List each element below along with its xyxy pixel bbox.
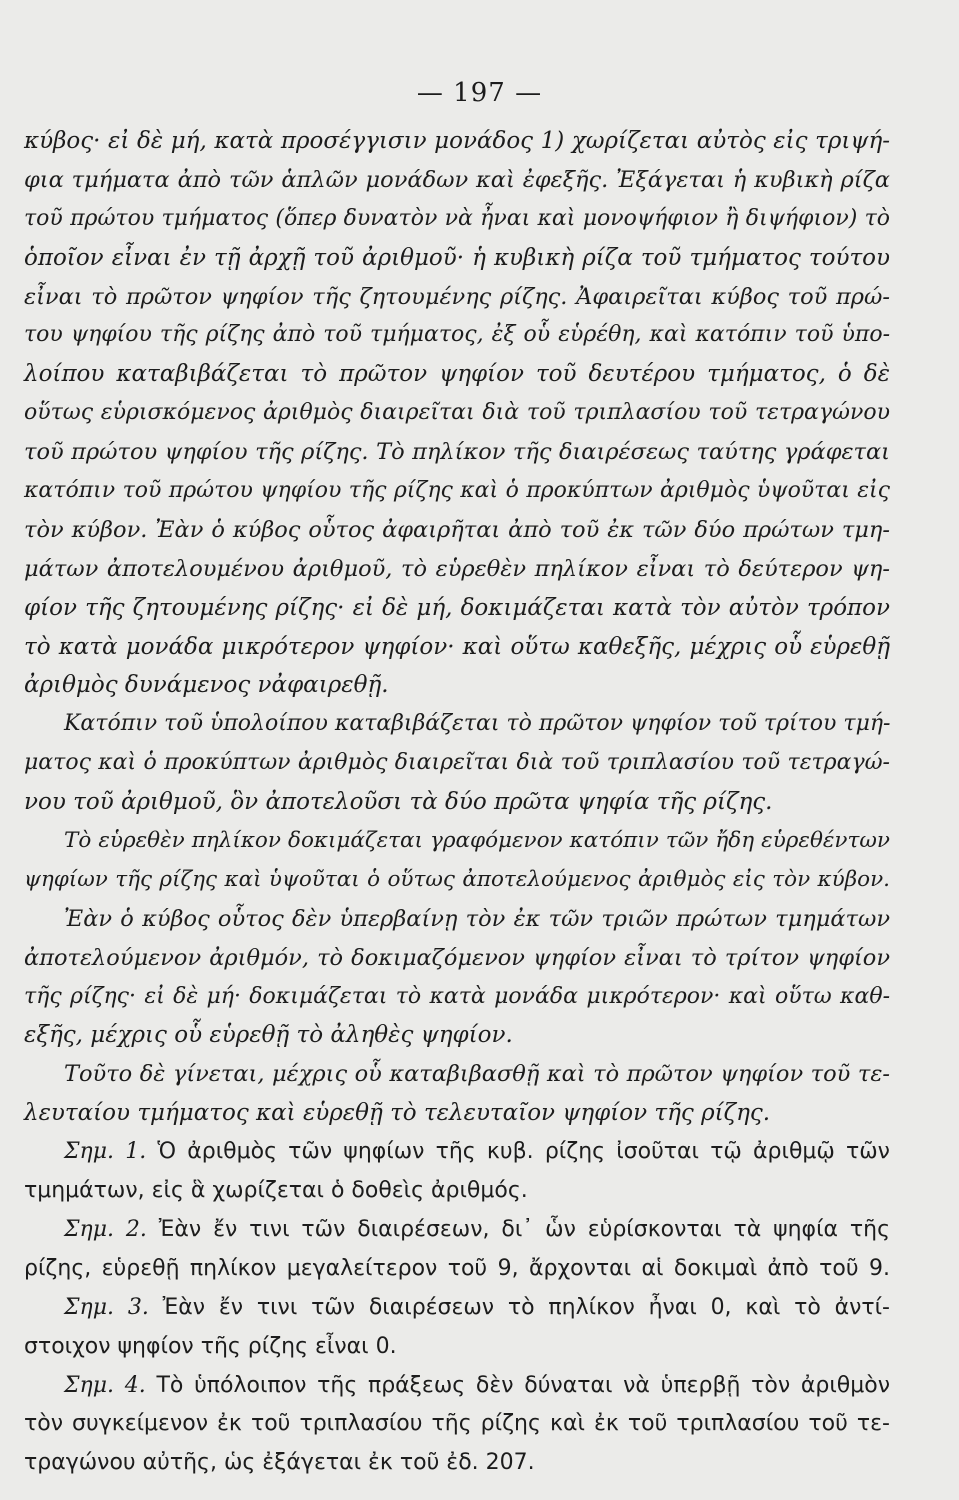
text-line <box>24 1328 890 1367</box>
line-text: κύβος· εἰ δὲ μή, κατὰ προσέγγισιν μονάδος 1) χωρίζεται αὐτὸς εἰς τριψή- <box>24 128 890 154</box>
text-line <box>24 705 890 744</box>
line-text: τὸν κύβον. Ἐὰν ὁ κύβος οὗτος ἀφαιρῆται ἀπὸ τοῦ ἐκ τῶν δύο πρώτων τμη- <box>24 516 890 543</box>
text-line <box>24 278 890 317</box>
note-label: Σημ. 4. <box>64 1372 146 1398</box>
line-text: τοῦ πρώτου ψηφίου τῆς ρίζης. Τὸ πηλίκον τῆς διαιρέσεως ταύτης γράφεται <box>24 439 890 466</box>
text-line <box>24 861 890 900</box>
line-text: Ἐὰν ὁ κύβος οὗτος δὲν ὑπερβαίνῃ τὸν ἐκ τῶν τριῶν πρώτων τμημάτων <box>64 905 890 932</box>
line-text: τραγώνου αὐτῆς, ὡς ἐξάγεται ἐκ τοῦ ἐδ. 207. <box>24 1450 535 1476</box>
text-line <box>24 394 890 433</box>
text-line <box>24 1016 890 1055</box>
text-line <box>24 122 890 161</box>
text-line <box>24 1250 890 1289</box>
line-text: Τοῦτο δὲ γίνεται, μέχρις οὗ καταβιβασθῇ καὶ τὸ πρῶτον ψηφίον τοῦ τε- <box>64 1061 890 1088</box>
line-text: τὸν συγκείμενον ἐκ τοῦ τριπλασίου τῆς ρίζης καὶ ἐκ τοῦ τριπλασίου τοῦ τε- <box>24 1411 890 1437</box>
text-line <box>24 939 890 978</box>
line-text: Κατόπιν τοῦ ὑπολοίπου καταβιβάζεται τὸ πρῶτον ψηφίον τοῦ τρίτου τμή- <box>64 711 891 737</box>
text-line <box>24 666 890 705</box>
line-text: ἀριθμὸς δυνάμενος νἀφαιρεθῇ. <box>24 672 389 699</box>
text-line <box>24 589 890 628</box>
note-label: Σημ. 2. <box>64 1216 147 1242</box>
text-line <box>24 1133 890 1172</box>
line-text: ρίζης, εὑρεθῇ πηλίκον μεγαλείτερον τοῦ 9, ἄρχονται αἱ δοκιμαὶ ἀπὸ τοῦ 9. <box>24 1255 890 1281</box>
line-text: ἀποτελούμενον ἀριθμόν, τὸ δοκιμαζόμενον ψηφίον εἶναι τὸ τρίτον ψηφίον <box>24 944 890 971</box>
page-number: — 197 — <box>416 78 543 108</box>
text-line <box>24 355 890 394</box>
text-line <box>24 316 890 355</box>
line-text: ὁποῖον εἶναι ἐν τῇ ἀρχῇ τοῦ ἀριθμοῦ· ἡ κυβικὴ ρίζα τοῦ τμήματος τούτου <box>24 244 890 271</box>
text-line <box>24 161 890 200</box>
line-text: τοῦ πρώτου τμήματος (ὅπερ δυνατὸν νὰ ἦναι καὶ μονοψήφιον ἢ διψήφιον) τὸ <box>24 205 890 231</box>
line-text: εἶναι τὸ πρῶτον ψηφίον τῆς ζητουμένης ρίζης. Ἀφαιρεῖται κύβος τοῦ πρώ- <box>24 283 890 310</box>
line-text: οὕτως εὑρισκόμενος ἀριθμὸς διαιρεῖται διὰ τοῦ τριπλασίου τοῦ τετραγώνου <box>24 400 890 426</box>
text-line <box>24 239 890 278</box>
text-line <box>24 1444 890 1483</box>
line-text: νου τοῦ ἀριθμοῦ, ὃν ἀποτελοῦσι τὰ δύο πρῶτα ψηφία τῆς ρίζης. <box>24 789 773 816</box>
note-label: Σημ. 3. <box>64 1294 149 1320</box>
line-text: ψηφίων τῆς ρίζης καὶ ὑψοῦται ὁ οὕτως ἀποτελούμενος ἀριθμὸς εἰς τὸν κύβον. <box>24 866 890 892</box>
text-line <box>24 1172 890 1211</box>
line-text: τμημάτων, εἰς ἃ χωρίζεται ὁ δοθεὶς ἀριθμός. <box>24 1178 528 1204</box>
text-line <box>24 1094 890 1133</box>
text-line <box>24 511 890 550</box>
line-text: τῆς ρίζης· εἰ δὲ μή· δοκιμάζεται τὸ κατὰ μονάδα μικρότερον· καὶ οὕτω καθ- <box>24 983 890 1009</box>
text-line <box>24 978 890 1017</box>
text-line <box>24 744 890 783</box>
line-text: κατόπιν τοῦ πρώτου ψηφίου τῆς ρίζης καὶ ὁ προκύπτων ἀριθμὸς ὑψοῦται εἰς <box>24 478 890 504</box>
line-text: Ἐὰν ἔν τινι τῶν διαιρέσεων τὸ πηλίκον ἦναι 0, καὶ τὸ ἀντί- <box>162 1294 890 1320</box>
line-text: εξῆς, μέχρις οὗ εὑρεθῇ τὸ ἀληθὲς ψηφίον. <box>24 1022 513 1049</box>
text-line <box>24 200 890 239</box>
note-label: Σημ. 1. <box>64 1139 147 1165</box>
line-text: Ἐὰν ἔν τινι τῶν διαιρέσεων, δι᾽ ὧν εὑρίσκονται τὰ ψηφία τῆς <box>158 1216 890 1242</box>
text-line <box>24 1367 890 1406</box>
line-text: στοιχον ψηφίον τῆς ρίζης εἶναι 0. <box>24 1333 397 1359</box>
line-text: τὸ κατὰ μονάδα μικρότερον ψηφίον· καὶ οὕτω καθεξῆς, μέχρις οὗ εὑρεθῇ <box>24 633 890 660</box>
line-text: λοίπου καταβιβάζεται τὸ πρῶτον ψηφίον τοῦ δευτέρου τμήματος, ὁ δὲ <box>24 361 890 388</box>
text-line <box>24 822 890 861</box>
text-line <box>24 1405 890 1444</box>
text-line <box>24 783 890 822</box>
line-text: Ὁ ἀριθμὸς τῶν ψηφίων τῆς κυβ. ρίζης ἰσοῦται τῷ ἀριθμῷ τῶν <box>157 1139 890 1165</box>
text-line <box>24 1289 890 1328</box>
text-line <box>24 1211 890 1250</box>
line-text: φίον τῆς ζητουμένης ρίζης· εἰ δὲ μή, δοκιμάζεται κατὰ τὸν αὐτὸν τρόπον <box>24 594 890 621</box>
text-line <box>24 433 890 472</box>
line-text: μάτων ἀποτελουμένου ἀριθμοῦ, τὸ εὑρεθὲν πηλίκον εἶναι τὸ δεύτερον ψη- <box>24 555 890 582</box>
text-line <box>24 550 890 589</box>
line-text: ματος καὶ ὁ προκύπτων ἀριθμὸς διαιρεῖται διὰ τοῦ τριπλασίου τοῦ τετραγώ- <box>24 750 890 776</box>
line-text: του ψηφίου τῆς ρίζης ἀπὸ τοῦ τμήματος, ἐξ οὗ εὑρέθη, καὶ κατόπιν τοῦ ὑπο- <box>24 322 890 348</box>
line-text: Τὸ ὑπόλοιπον τῆς πράξεως δὲν δύναται νὰ ὑπερβῇ τὸν ἀριθμὸν <box>156 1372 890 1398</box>
text-line <box>24 1055 890 1094</box>
line-text: λευταίου τμήματος καὶ εὑρεθῇ τὸ τελευταῖον ψηφίον τῆς ρίζης. <box>24 1100 771 1127</box>
text-line <box>24 900 890 939</box>
line-text: Τὸ εὑρεθὲν πηλίκον δοκιμάζεται γραφόμενον κατόπιν τῶν ἤδη εὑρεθέντων <box>64 828 890 854</box>
page-body <box>24 122 890 1483</box>
text-line <box>24 628 890 667</box>
line-text: φια τμήματα ἀπὸ τῶν ἁπλῶν μονάδων καὶ ἐφεξῆς. Ἐξάγεται ἡ κυβικὴ ρίζα <box>24 166 890 193</box>
text-line <box>24 472 890 511</box>
